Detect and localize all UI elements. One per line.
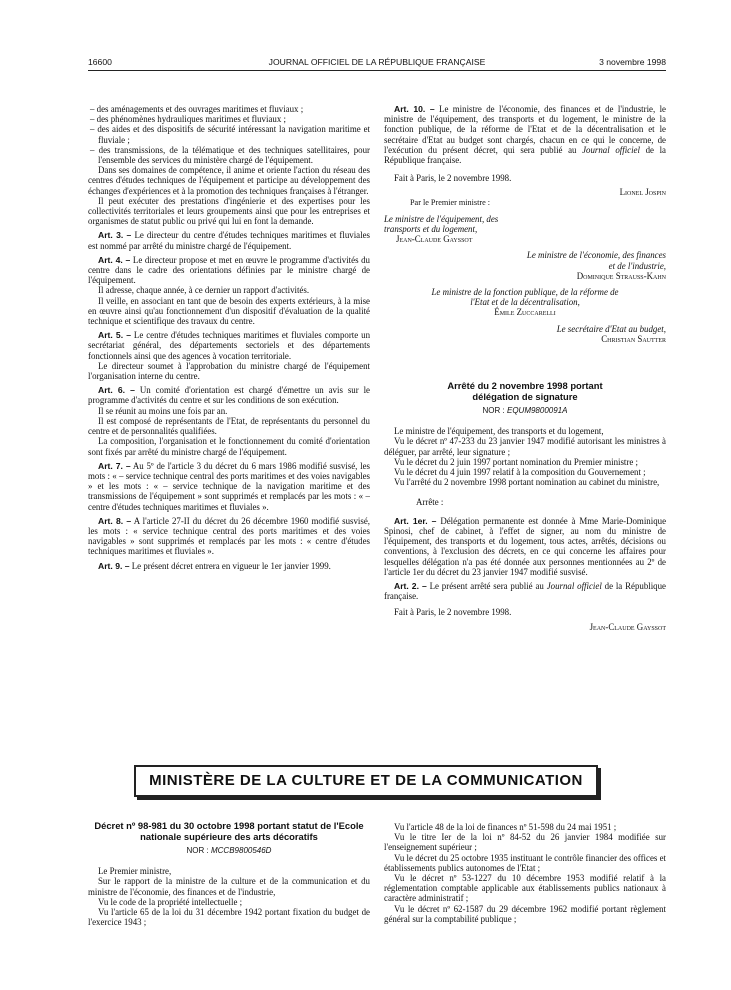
paragraph: Il veille, en associant en tant que de besoin des experts extérieurs, à la mise en œuvre ainsi qu'au fonctionnement d'un dispositif d'évaluation de la qualité technique et scientifique des travaux du centre. xyxy=(88,295,370,327)
bottom-right-column xyxy=(384,822,666,924)
paragraph: Le ministre de l'équipement, des transports et du logement, xyxy=(394,426,604,437)
minister-title: Le ministre de l'équipement, des transports et du logement, xyxy=(384,213,499,235)
paragraph: Le Premier ministre, xyxy=(98,866,172,877)
article-label: Art. 2. – xyxy=(394,580,427,591)
right-column xyxy=(384,104,666,632)
nor-prefix: NOR : xyxy=(186,846,209,855)
article-text: Au 5º de l'article 3 du décret du 6 mars 1986 modifié susvisé, les mots : « – service technique central des ports maritimes et des voies navigables » et les mots : « – service technique de la navigation maritime et des transmissions de l'équipement » sont supprimés et remplacés par les mots : « – centre d'études techniques maritimes et fluviales ». xyxy=(88,460,371,512)
article-text: A l'article 27-II du décret du 26 décembre 1960 modifié susvisé, les mots : « service technique central des ports maritimes et des voies navigables » sont supprimés et remplacés par les mots : « centre d'études techniques maritimes et fluviales ». xyxy=(88,515,370,557)
article-6 xyxy=(88,385,370,405)
nor-line xyxy=(88,846,370,856)
article-label: Art. 1er. – xyxy=(394,515,437,526)
minister-name: Dominique Strauss-Kahn xyxy=(576,270,666,281)
paragraph: Dans ses domaines de compétence, il anime et oriente l'action du réseau des centres d'études techniques de l'équipement et participe au développement des échanges d'expériences et à la promotion des techniques françaises à l'étranger. xyxy=(88,165,370,196)
fait-a-paris: Fait à Paris, le 2 novembre 1998. xyxy=(394,607,512,618)
paragraph: Il peut exécuter des prestations d'ingénierie et des expertises pour les collectivités territoriales et leurs groupements ainsi que pour les entreprises et organismes de statut public ou privé qui lui en font la demande. xyxy=(88,195,370,227)
article-text: Le ministre de l'économie, des finances et de l'industrie, le ministre de l'équipement, des transports et du logement, le ministre de la fonction publique, de la réforme de l'Etat et de la décentralisation et le secrétaire d'Etat au budget sont chargés, chacun en ce qui le concerne, de l'exécution du présent décret, qui sera publié au xyxy=(384,104,666,155)
paragraph: La composition, l'organisation et le fonctionnement du comité d'orientation sont fixés par arrêté du ministre chargé de l'équipement. xyxy=(88,436,370,457)
fait-a-paris: Fait à Paris, le 2 novembre 1998. xyxy=(394,173,512,184)
paragraph: Vu l'arrêté du 2 novembre 1998 portant nomination au cabinet du ministre, xyxy=(394,477,660,488)
bottom-left-column xyxy=(88,820,370,927)
article-text: Le centre d'études techniques maritimes et fluviales comporte un secrétariat général, des départements sectoriels et des départements fonctionnels ainsi que des agences à vocation territoriale. xyxy=(88,330,371,361)
signature-pm: Lionel Jospin xyxy=(619,187,666,198)
nor-code: MCCB9800546D xyxy=(210,846,272,855)
article-text: Le directeur propose et met en œuvre le programme d'activités du centre dans le cadre des orientations définies par le ministre chargé de l'équipement. xyxy=(88,254,370,286)
signature: Jean-Claude Gayssot xyxy=(589,621,666,632)
article-label: Art. 7. – xyxy=(98,460,131,471)
left-column xyxy=(88,104,370,571)
list-item: – des aides et des dispositifs de sécurité intéressant la navigation maritime et fluviale ; xyxy=(90,124,370,145)
paragraph: Vu le décret du 2 juin 1997 portant nomination du Premier ministre ; xyxy=(394,456,638,467)
nor-code: EQUM9800091A xyxy=(506,406,568,416)
paragraph: Il se réunit au moins une fois par an. xyxy=(98,405,228,416)
article-4 xyxy=(88,255,370,286)
article-1 xyxy=(384,516,666,577)
article-label: Art. 4. – xyxy=(98,254,131,265)
article-label: Art. 8. – xyxy=(98,515,132,526)
paragraph: Vu l'article 65 de la loi du 31 décembre 1942 portant fixation du budget de l'exercice 1943 ; xyxy=(88,907,370,928)
nor-line xyxy=(384,406,666,416)
ministry-banner: MINISTÈRE DE LA CULTURE ET DE LA COMMUNICATION xyxy=(134,765,598,797)
arrete-title: Arrêté du 2 novembre 1998 portant délégation de signature xyxy=(447,380,603,403)
list-item: – des phénomènes hydrauliques maritimes et fluviaux ; xyxy=(90,114,286,125)
article-text: Délégation permanente est donnée à Mme Marie-Dominique Spinosi, chef de cabinet, à l'effet de signer, au nom du ministre de l'équipement, des transports et du logement, tous actes, arrêtés, décisions ou conventions, à l'exclusion des décrets, en ce qui concerne les affaires pour lesquelles délégation n'a pas été donnée aux personnes mentionnées au 2º de l'article 1er du décret du 23 janvier 1947 modifié susvisé. xyxy=(384,515,667,577)
header-rule xyxy=(88,70,666,71)
paragraph: Le directeur soumet à l'approbation du ministre chargé de l'équipement l'organisation interne du centre. xyxy=(88,360,370,382)
article-text: de la République française. xyxy=(384,580,667,602)
paragraph: Vu le titre Ier de la loi nº 84-52 du 26 janvier 1984 modifiée sur l'enseignement supérieur ; xyxy=(384,832,666,853)
journal-title: JOURNAL OFFICIEL DE LA RÉPUBLIQUE FRANÇAISE xyxy=(268,57,486,67)
nor-prefix: NOR : xyxy=(482,406,505,416)
article-3 xyxy=(88,230,370,250)
article-2 xyxy=(384,581,666,601)
minister-name: Christian Sautter xyxy=(601,333,666,344)
paragraph: Vu l'article 48 de la loi de finances nº 51-598 du 24 mai 1951 ; xyxy=(394,822,617,832)
article-label: Art. 10. – xyxy=(394,104,435,114)
article-9 xyxy=(88,561,370,571)
article-label: Art. 6. – xyxy=(98,385,135,396)
paragraph: Sur le rapport de la ministre de la culture et de la communication et du ministre de l'économie, des finances et de l'industrie, xyxy=(88,876,370,897)
paragraph: Vu le code de la propriété intellectuelle ; xyxy=(98,896,243,907)
arrete-label: Arrête : xyxy=(416,497,444,508)
article-text: Le présent décret entrera en vigueur le 1er janvier 1999. xyxy=(131,560,331,571)
minister-title: Le secrétaire d'Etat au budget, xyxy=(556,323,666,334)
minister-title: Le ministre de l'économie, des finances et de l'industrie, xyxy=(526,250,666,271)
decret-title: Décret nº 98-981 du 30 octobre 1998 portant statut de l'Ecole nationale supérieure des arts décoratifs xyxy=(94,820,364,842)
issue-date: 3 novembre 1998 xyxy=(599,57,666,67)
paragraph: Il adresse, chaque année, à ce dernier un rapport d'activités. xyxy=(98,285,310,296)
article-text: Le présent arrêté sera publié au xyxy=(429,580,544,591)
article-8 xyxy=(88,516,370,557)
article-7 xyxy=(88,461,370,512)
article-label: Art. 5. – xyxy=(98,330,131,341)
paragraph: Vu le décret nº 53-1227 du 10 décembre 1953 modifié relatif à la réglementation comptable applicable aux établissements publics nationaux à caractère administratif ; xyxy=(384,873,666,904)
article-label: Art. 9. – xyxy=(98,560,130,571)
article-text: Un comité d'orientation est chargé d'émettre un avis sur le programme d'activités du centre et sur les conditions de son exécution. xyxy=(88,385,370,406)
page-header xyxy=(88,57,666,69)
minister-title: Le ministre de la fonction publique, de la réforme de l'Etat et de la décentralisation, xyxy=(431,287,619,308)
journal-officiel-ref: Journal officiel xyxy=(546,580,602,591)
journal-officiel-ref: Journal officiel xyxy=(582,144,640,155)
article-10 xyxy=(384,104,666,165)
minister-name: Jean-Claude Gayssot xyxy=(396,234,473,245)
page-number: 16600 xyxy=(88,57,112,67)
article-5 xyxy=(88,330,370,361)
paragraph: Vu le décret du 25 octobre 1935 instituant le contrôle financier des offices et établissements publics autonomes de l'Etat ; xyxy=(384,852,666,873)
par-premier-ministre: Par le Premier ministre : xyxy=(410,197,491,207)
paragraph: Vu le décret nº 47-233 du 23 janvier 1947 modifié autorisant les ministres à déléguer, par arrêté, leur signature ; xyxy=(384,436,666,457)
article-label: Art. 3. – xyxy=(98,230,132,241)
paragraph: Vu le décret nº 62-1587 du 29 décembre 1962 modifié portant règlement général sur la comptabilité publique ; xyxy=(384,903,666,924)
paragraph: Vu le décret du 4 juin 1997 relatif à la composition du Gouvernement ; xyxy=(394,467,646,478)
article-text: de la République française. xyxy=(384,144,666,166)
list-item: – des transmissions, de la télématique et des techniques satellitaires, pour l'ensemble des services du ministère chargé de l'équipement. xyxy=(90,144,370,166)
paragraph: Il est composé de représentants de l'Etat, de représentants du personnel du centre et de personnalités qualifiées. xyxy=(88,415,370,437)
minister-name: Émile Zuccarelli xyxy=(494,307,556,318)
article-text: Le directeur du centre d'études techniques maritimes et fluviales est nommé par arrêté du ministre chargé de l'équipement. xyxy=(88,230,370,251)
list-item: – des aménagements et des ouvrages maritimes et fluviaux ; xyxy=(90,104,304,114)
